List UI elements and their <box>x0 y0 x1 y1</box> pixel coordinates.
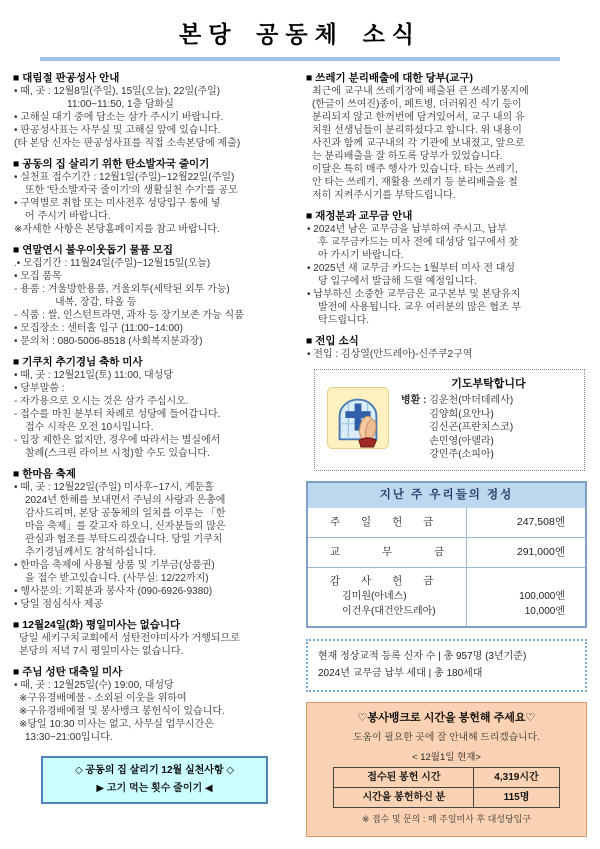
section-heading: ■ 연말연시 불우이웃돕기 물품 모집 <box>13 244 174 256</box>
registration-stats-box <box>306 639 587 692</box>
text-line: 최근에 교구내 쓰레기장에 배출된 큰 쓰레기봉지에 <box>312 86 529 97</box>
prayer-name: 손민영(아델라) <box>429 435 494 447</box>
table-row <box>308 537 585 567</box>
text-line: 치원 선생님들이 분리하셨다고 합니다. 위 내용이 <box>312 125 522 136</box>
page-title: 본당 공동체 소식 <box>178 22 422 47</box>
text-line: • 행사문의: 기획분과 봉사자 (090-6926-9380) <box>14 586 213 597</box>
text-line: • 전입 : 김상열(안드레아)-신주쿠2구역 <box>307 349 473 360</box>
offering-amount: 100,000엔 <box>519 590 565 602</box>
section-christmas-mass <box>13 666 294 744</box>
text-line: 어 주시기 바랍니다. <box>25 211 111 222</box>
donor-name: 이건우(대건안드레아) <box>342 605 436 617</box>
prayer-box-title: 기도부탁합니다 <box>451 378 526 390</box>
text-line: 아 가시기 바랍니다. <box>318 250 404 261</box>
text-line: • 때, 곳 : 12월8일(주일), 15일(오늘), 22일(주일) <box>14 86 221 97</box>
text-line: • 실천표 접수기간 : 12월1일(주일)~12월22일(주일) <box>14 172 235 183</box>
text-line: 분리되지 않고 한꺼번에 담겨있어서, 교구 내의 유 <box>312 112 525 123</box>
text-line: 11:00~11:50, 1층 담화실 <box>67 99 174 110</box>
offering-label: 교 무 금 <box>330 545 445 558</box>
volunteer-date-note: < 12월1일 현재> <box>412 751 481 763</box>
practice-box-action: ▶ 고기 먹는 횟수 줄이기 ◀ <box>96 783 213 794</box>
section-heading: ■ 공동의 집 살리기 위한 탄소발자국 줄이기 <box>13 158 210 170</box>
stats-line: 현재 정상교적 등록 신자 수 | 총 957명 (3년기준) <box>318 650 527 662</box>
table-row <box>334 787 558 807</box>
volunteer-bank-box <box>306 702 587 837</box>
text-line: 이달은 특히 매주 행사가 있습니다. 타는 쓰레기, <box>312 164 518 175</box>
section-hanmaeum-festival <box>13 468 294 611</box>
text-line: 2024년 한해를 보내면서 주님의 사랑과 은총에 <box>25 495 226 506</box>
section-charity-collection <box>13 244 294 348</box>
text-line: - 입장 제한은 없지만, 경우에 따라서는 별실에서 <box>14 435 221 446</box>
offering-table <box>306 481 587 628</box>
section-heading: ■ 12월24일(화) 평일미사는 없습니다 <box>13 619 181 631</box>
text-line: 당일 세키구치교회에서 성탄전야미사가 거행되므로 <box>19 633 240 644</box>
prayer-name: 강민주(소피아) <box>429 449 494 460</box>
prayer-name: 김신곤(프란치스코) <box>429 422 514 433</box>
prayer-sick-label: 병환 : <box>401 395 430 406</box>
practice-box-title: ◇ 공동의 집 살리기 12월 실천사항 ◇ <box>74 765 235 776</box>
right-column <box>306 72 587 837</box>
section-move-in-news <box>306 335 587 361</box>
text-line: - 접수를 마친 분부터 차례로 성당에 들어갑니다. <box>14 409 221 420</box>
section-heading: ■ 대림절 판공성사 안내 <box>13 72 120 84</box>
section-heading: ■ 재정분과 교무금 안내 <box>306 210 413 222</box>
text-line: 사진과 함께 교구내의 각 기관에 보내졌고, 앞으로 <box>312 138 525 149</box>
text-line: • 고해실 대기 중에 담소는 삼가 주시기 바랍니다. <box>14 112 224 123</box>
text-line: 는 분리배출을 잘 하도록 당부가 있었습니다. <box>312 151 503 162</box>
text-line: 또한 '탄소발자국 줄이기'의 생활실천 수기'를 공모 <box>25 185 238 196</box>
volunteer-value: 115명 <box>473 788 558 807</box>
text-line: 접수 시작은 오전 10시입니다. <box>25 422 154 433</box>
text-line: 추기경님께서도 참석하십니다. <box>25 547 157 558</box>
text-line: 참례(스크린 라이브 시청)할 수도 있습니다. <box>25 448 210 459</box>
volunteer-box-title: ♡봉사뱅크로 시간을 봉헌해 주세요♡ <box>357 711 536 724</box>
text-line: 저히 지켜주시기를 부탁드립니다. <box>312 190 456 201</box>
text-line: .• 모집기간 : 11월24일(주일)~12월15일(오늘) <box>14 258 211 269</box>
text-line: 감사드리며, 본당 공동체의 일치를 이루는 「한 <box>25 508 226 519</box>
text-line: ※구유경배예절 및 봉사뱅크 봉헌식이 있습니다. <box>19 706 225 717</box>
text-line: • 때, 곳 : 12월21일(토) 11:00, 대성당 <box>14 370 173 381</box>
prayer-request-text <box>401 378 576 462</box>
text-line: 관심과 협조를 부탁드리겠습니다. 당일 기쿠치 <box>25 534 223 545</box>
prayer-name-list <box>429 394 513 462</box>
text-line: - 식품 : 쌀, 인스턴트라면, 과자 등 장기보존 가능 식품 <box>14 310 244 321</box>
table-row <box>308 508 585 537</box>
text-line: 마음 축제」를 갖고자 하오니, 신자분들의 많은 <box>25 521 226 532</box>
text-line: (한글이 쓰여진)종이, 페트병, 더러워진 식기 등이 <box>312 99 522 110</box>
text-line: 을 접수 받고있습니다. (사무실: 12/22까지) <box>25 573 209 584</box>
text-line: 13:30~21:00입니다. <box>25 732 113 743</box>
section-carbon-footprint <box>13 158 294 236</box>
text-line: • 2025년 새 교무금 카드는 1월부터 미사 전 대성 <box>307 263 516 274</box>
praying-hands-stained-glass-icon <box>327 387 389 453</box>
text-line: 당 입구에서 발급해 드릴 예정입니다. <box>318 276 477 287</box>
text-line: • 문의처 : 080-5006-8518 (사회복지분과장) <box>14 336 203 347</box>
offering-table-header: 지난 주 우리들의 정성 <box>308 483 585 508</box>
section-heading: ■ 주님 성탄 대축일 미사 <box>13 666 123 678</box>
section-cardinal-mass <box>13 356 294 460</box>
text-line: • 당일 점심식사 제공 <box>14 599 104 610</box>
text-line: 탁드립니다. <box>318 315 370 326</box>
volunteer-box-subtitle: 도움이 필요한 곳에 잘 안내해 드리겠습니다. <box>353 731 540 743</box>
volunteer-value: 4,319시간 <box>473 768 558 787</box>
text-line: • 판공성사표는 사무실 및 고해실 앞에 있습니다. <box>14 125 221 136</box>
text-line: • 모집 품목 <box>14 271 62 282</box>
section-heading: ■ 쓰레기 분리배출에 대한 당부(교구) <box>306 72 474 84</box>
volunteer-table <box>333 767 559 808</box>
section-heading: ■ 한마음 축제 <box>13 468 76 480</box>
text-line: • 때, 곳 : 12월22일(주일) 미사후~17시, 게둔홀 <box>14 482 214 493</box>
text-line: 안 타는 쓰레기, 재활용 쓰레기 등 분리배출을 철 <box>312 177 518 188</box>
text-line: • 납부하신 소중한 교무금은 교구본부 및 본당유지 <box>307 289 521 300</box>
donor-name: 김미원(아녜스) <box>342 590 407 602</box>
text-line: ※구유경배예물 - 소외된 이웃을 위하여 <box>19 693 187 704</box>
section-finance-dues <box>306 210 587 327</box>
text-line: 후 교무금카드는 미사 전에 대성당 입구에서 찾 <box>318 237 519 248</box>
text-line: • 모집장소 : 센터홀 입구 (11:00~14:00) <box>14 323 183 334</box>
text-line: - 자가용으로 오시는 것은 삼가 주십시오. <box>14 396 189 407</box>
text-line: 발전에 사용됩니다. 교우 여러분의 많은 협조 부 <box>318 302 521 313</box>
text-line: • 구역별로 취합 또는 미사전후 성당입구 통에 넣 <box>14 198 221 209</box>
text-line: • 한마음 축제에 사용될 상품 및 기부금(상품권) <box>14 560 215 571</box>
section-advent-confession <box>13 72 294 150</box>
text-line: • 2024년 남은 교무금을 납부하여 주시고, 납부 <box>307 224 507 235</box>
text-line: ※당일 10:30 미사는 없고, 사무실 업무시간은 <box>19 719 214 730</box>
text-line: ※자세한 사항은 본당홈페이지를 참고 바랍니다. <box>14 224 220 235</box>
section-no-weekday-mass <box>13 619 294 658</box>
offering-label: 주 일 헌 금 <box>330 515 434 528</box>
text-line: (타 본당 신자는 판공성사표를 직접 소속본당에 제출) <box>14 138 241 149</box>
text-line: 내복, 장갑, 타올 등 <box>55 297 137 308</box>
text-line: • 때, 곳 : 12월25일(수) 19:00, 대성당 <box>14 680 174 691</box>
offering-amount: 247,508엔 <box>466 508 585 537</box>
stats-line: 2024년 교무금 납부 세대 | 총 180세대 <box>318 667 483 679</box>
offering-amount: 291,000엔 <box>466 538 585 567</box>
offering-label: 감 사 헌 금 <box>330 574 434 587</box>
text-line: • 당부말씀 : <box>14 383 65 394</box>
two-column-layout <box>10 72 590 837</box>
section-heading: ■ 전입 소식 <box>306 335 359 347</box>
table-row <box>334 768 558 787</box>
text-line: 본당의 저녁 7시 평일미사는 없습니다. <box>19 646 184 657</box>
section-waste-separation <box>306 72 587 202</box>
offering-amount: 10,000엔 <box>524 605 565 617</box>
left-column <box>13 72 294 837</box>
volunteer-footnote: ※ 접수 및 문의 : 매 주일미사 후 대성당입구 <box>361 813 532 824</box>
prayer-name: 김양희(요안나) <box>429 408 494 420</box>
table-row-thanks <box>308 567 585 626</box>
volunteer-label: 접수된 봉헌 시간 <box>367 771 441 783</box>
prayer-name: 김운천(마더데레사) <box>429 395 514 406</box>
section-heading: ■ 기쿠치 추기경님 축하 미사 <box>13 356 143 368</box>
volunteer-label: 시간을 봉헌하신 분 <box>362 791 446 803</box>
prayer-request-box <box>314 369 585 471</box>
practice-box <box>41 756 268 804</box>
title-underline <box>40 57 560 61</box>
text-line: - 용품 : 겨울방한용품, 겨울외투(세탁된 외투 가능) <box>14 284 230 295</box>
